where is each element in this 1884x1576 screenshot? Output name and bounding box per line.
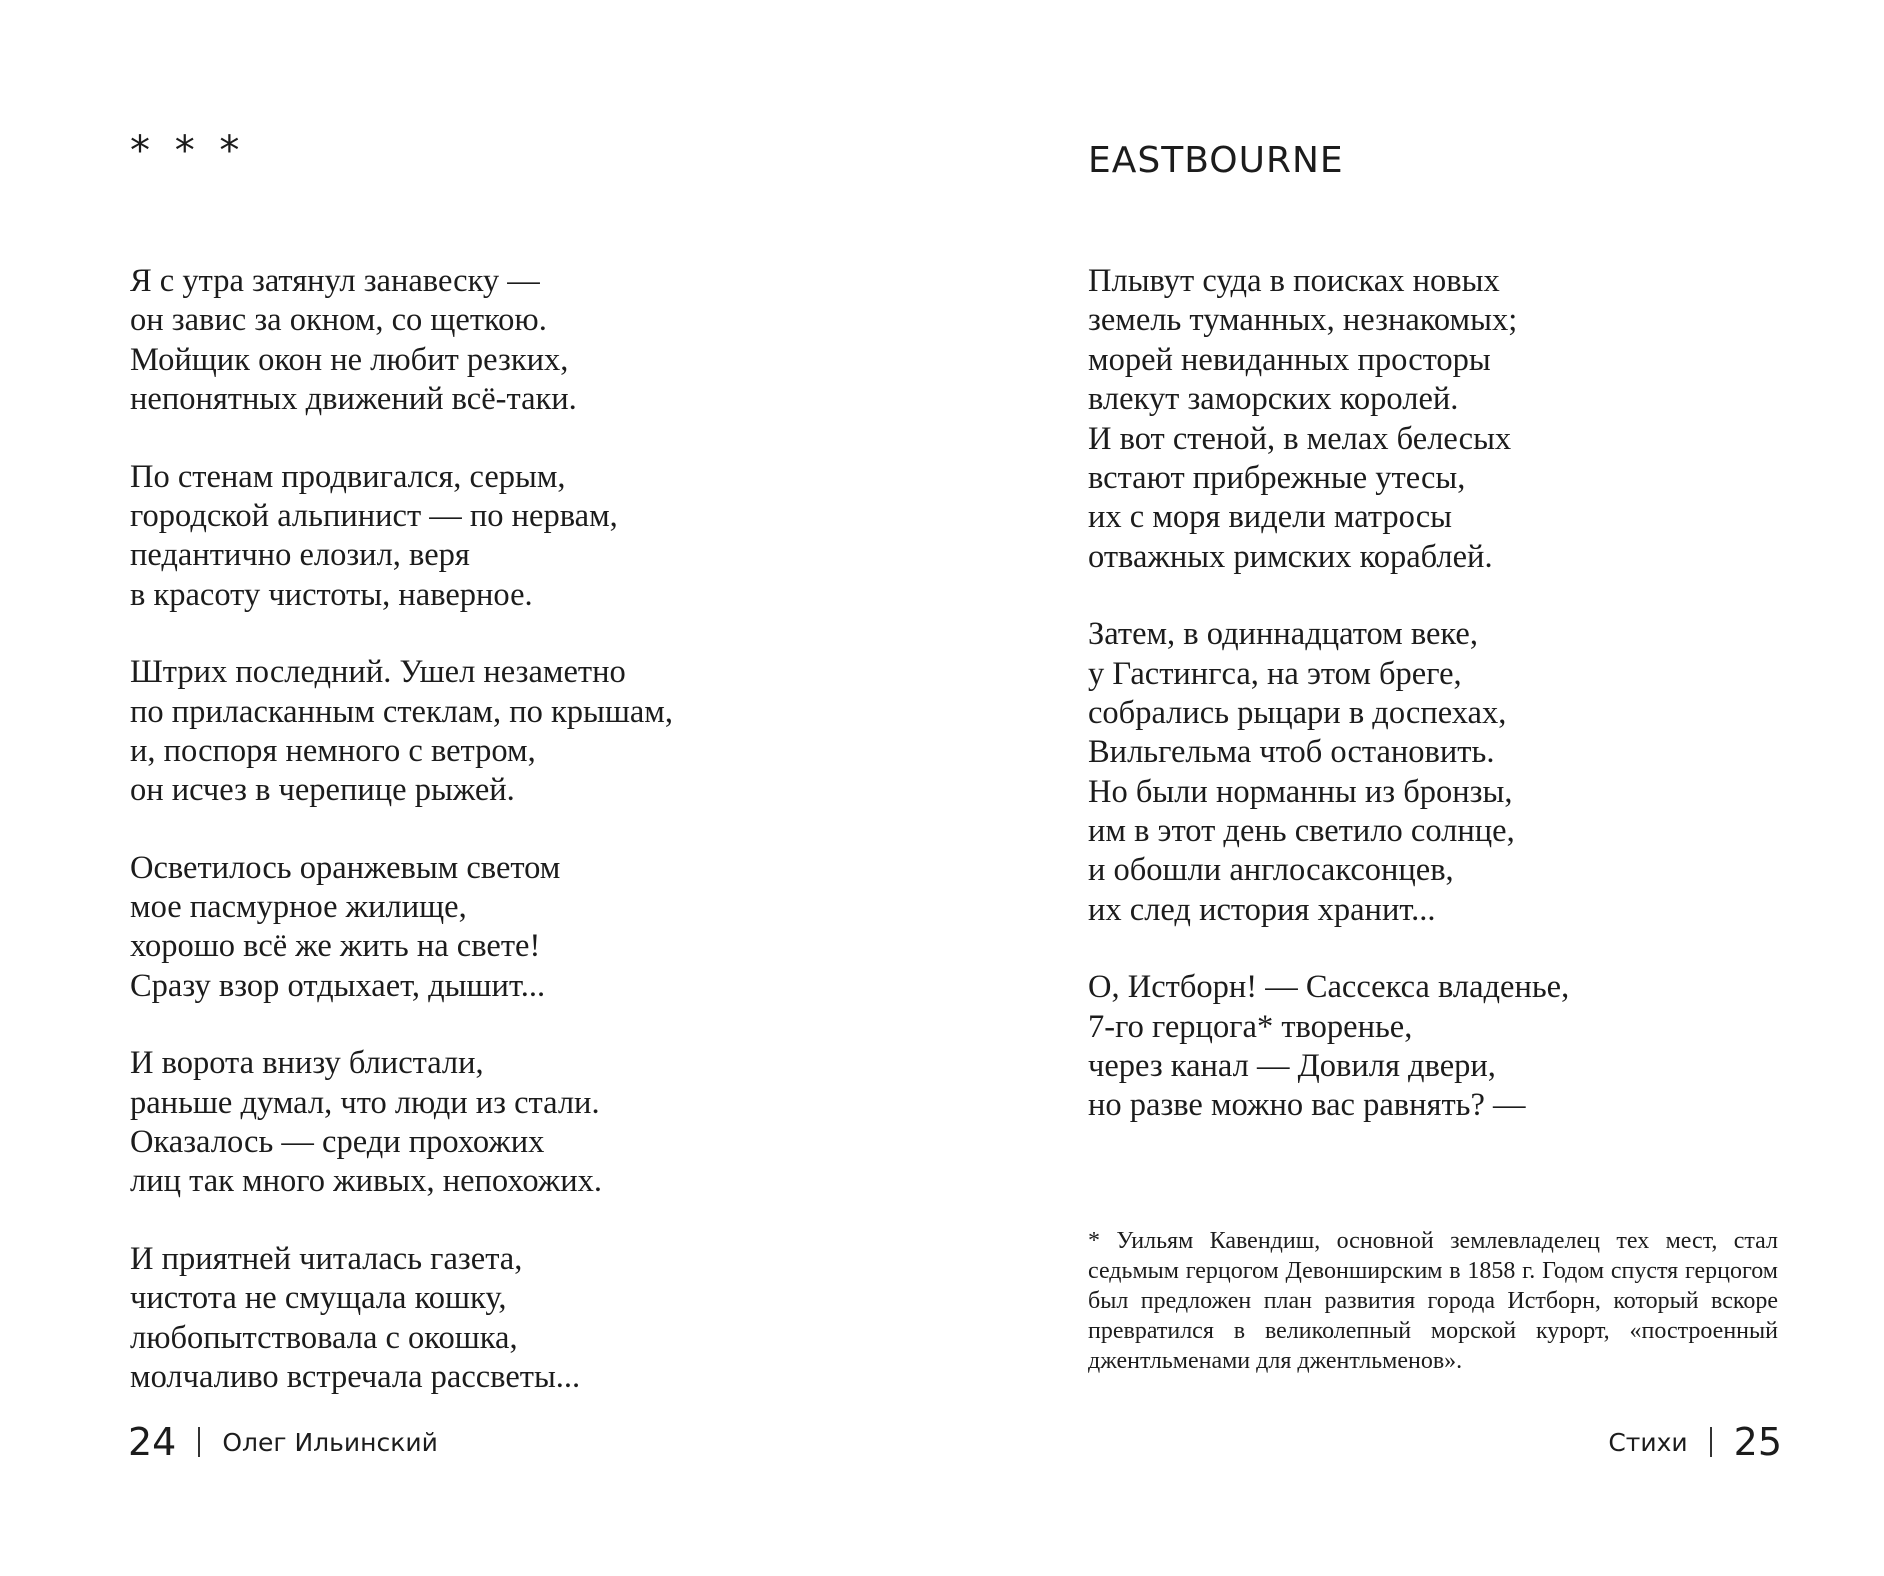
poem-line: Вильгельма чтоб остановить. (1088, 734, 1495, 771)
poem-line: Затем, в одиннадцатом веке, (1088, 616, 1478, 653)
poem-line: и, поспоря немного с ветром, (130, 732, 536, 769)
footer-separator (1710, 1427, 1712, 1457)
stanza (1088, 262, 1569, 577)
poem-line: И приятней читалась газета, (130, 1240, 523, 1277)
right-poem (1088, 262, 1569, 1164)
poem-line: И ворота внизу блистали, (130, 1045, 484, 1082)
poem-line: непонятных движений всё-таки. (130, 381, 577, 418)
poem-line: любопытствовала с окошка, (130, 1319, 518, 1356)
page-number-right: 25 (1733, 1420, 1782, 1464)
stanza (130, 1044, 673, 1202)
poem-line: земель туманных, незнакомых; (1088, 302, 1518, 339)
poem-line: влекут заморских королей. (1088, 381, 1459, 418)
poem-line: но разве можно вас равнять? — (1088, 1087, 1526, 1124)
poem-title: EASTBOURNE (1088, 140, 1344, 181)
poem-line: городской альпинист — по нервам, (130, 497, 618, 534)
poem-line: Я с утра затянул занавеску — (130, 263, 540, 299)
poem-line: Но были норманны из бронзы, (1088, 773, 1513, 810)
poem-line: у Гастингса, на этом бреге, (1088, 655, 1462, 692)
stanza (130, 1240, 673, 1398)
poem-line: их след история хранит... (1088, 891, 1436, 928)
poem-line: И вот стеной, в мелах белесых (1088, 420, 1512, 457)
poem-line: молчаливо встречала рассветы... (130, 1358, 581, 1395)
poem-heading-asterisks: * * * (130, 128, 246, 174)
poem-line: Осветилось оранжевым светом (130, 849, 561, 886)
stanza (130, 458, 673, 616)
poem-line: раньше думал, что люди из стали. (130, 1084, 600, 1121)
poem-line: по приласканным стеклам, по крышам, (130, 693, 673, 730)
left-page-footer (128, 1420, 438, 1464)
section-name: Стихи (1608, 1427, 1688, 1457)
poem-line: Оказалось — среди прохожих (130, 1124, 545, 1161)
poem-line: собрались рыцари в доспехах, (1088, 694, 1507, 731)
poem-line: морей невиданных просторы (1088, 341, 1491, 378)
footer-separator (198, 1427, 200, 1457)
stanza (130, 849, 673, 1007)
poem-line: в красоту чистоты, наверное. (130, 576, 533, 613)
poem-line: Плывут суда в поисках новых (1088, 263, 1500, 299)
poem-line: педантично елозил, веря (130, 537, 470, 574)
poem-line: лиц так много живых, непохожих. (130, 1163, 603, 1200)
left-poem (130, 262, 673, 1435)
right-page (942, 0, 1884, 1576)
stanza (130, 653, 673, 811)
poem-line: отважных римских кораблей. (1088, 538, 1493, 575)
stanza (1088, 615, 1569, 930)
poem-line: и обошли англосаксонцев, (1088, 852, 1454, 889)
poem-line: через канал — Довиля двери, (1088, 1048, 1496, 1085)
poem-line: их с моря видели матросы (1088, 499, 1452, 536)
poem-line: он завис за окном, со щеткою. (130, 302, 547, 339)
poem-line: он исчез в черепице рыжей. (130, 772, 515, 809)
poem-line: Сразу взор отдыхает, дышит... (130, 967, 546, 1004)
poem-line: Штрих последний. Ушел незаметно (130, 654, 626, 691)
stanza (130, 262, 673, 420)
poem-line: им в этот день светило солнце, (1088, 813, 1515, 850)
right-page-footer (1608, 1420, 1782, 1464)
stanza (1088, 968, 1569, 1126)
footnote: * Уильям Кавендиш, основной землевладелец тех мест, стал седьмым герцогом Девонширским в 1858 г. Годом спустя герцогом был предложен план развития города Истборн, который вскоре превратился в великолепный морской курорт, «построенный джентльменами для джентльменов». (1088, 1228, 1778, 1374)
poem-line: По стенам продвигался, серым, (130, 458, 566, 495)
poem-line: хорошо всё же жить на свете! (130, 928, 541, 965)
poem-line: мое пасмурное жилище, (130, 889, 467, 926)
poem-line: 7-го герцога* творенье, (1088, 1008, 1413, 1045)
author-name: Олег Ильинский (222, 1427, 438, 1457)
poem-line: Мойщик окон не любит резких, (130, 341, 569, 378)
page-number-left: 24 (128, 1420, 177, 1464)
poem-line: О, Истборн! — Сассекса владенье, (1088, 969, 1570, 1006)
poem-line: встают прибрежные утесы, (1088, 459, 1466, 496)
poem-line: чистота не смущала кошку, (130, 1280, 507, 1317)
